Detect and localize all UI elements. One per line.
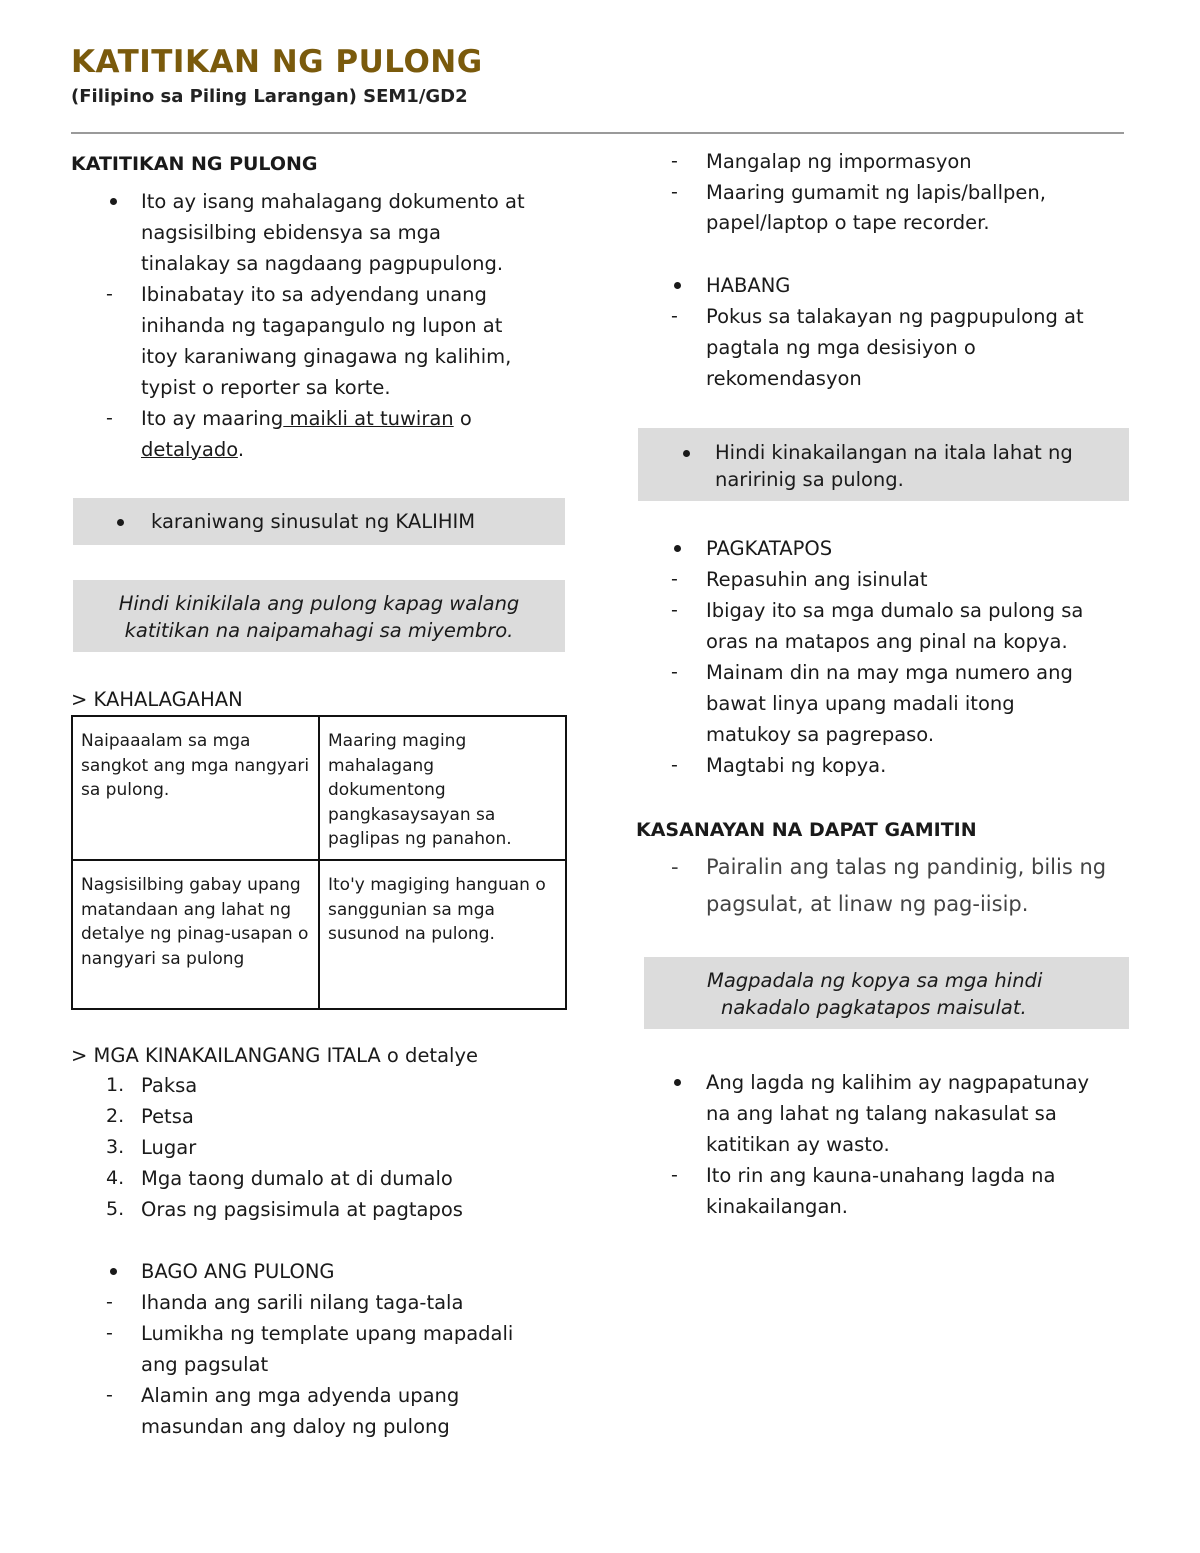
- intro-dash2-mid: o: [453, 407, 472, 430]
- pk-dash1: Repasuhin ang isinulat: [706, 568, 928, 591]
- intro-bullet-line-1: Ito ay isang mahalagang dokumento at: [141, 190, 525, 213]
- pk-dash4: Magtabi ng kopya.: [706, 754, 887, 777]
- header-divider: [71, 132, 1124, 134]
- dash-icon: -: [671, 150, 678, 172]
- bago-dash3-line-1: Alamin ang mga adyenda upang: [141, 1384, 460, 1407]
- left-heading: KATITIKAN NG PULONG: [71, 153, 318, 175]
- list-item: Petsa: [141, 1105, 194, 1128]
- dash-icon: -: [671, 855, 679, 879]
- table-cell: Nagsisilbing gabay upang matandaan ang lahat ng detalye ng pinag-usapan o nangyari sa pulong: [72, 860, 319, 1009]
- habang-box: [638, 428, 1129, 501]
- kasanayan-box: [644, 957, 1129, 1029]
- bullet-icon: [674, 545, 681, 552]
- list-number: 5.: [106, 1198, 125, 1220]
- dash-icon: -: [106, 407, 113, 429]
- intro-dash2-underline-2: detalyado: [141, 438, 238, 461]
- intro-dash1-line-4: typist o reporter sa korte.: [141, 376, 391, 399]
- right-dash-b-line-2: papel/laptop o tape recorder.: [706, 211, 990, 234]
- list-item: Oras ng pagsisimula at pagtapos: [141, 1198, 463, 1221]
- lagda-dash-line-1: Ito rin ang kauna-unahang lagda na: [706, 1164, 1056, 1187]
- intro-dash2-line-1: [141, 403, 472, 434]
- list-item: Lugar: [141, 1136, 197, 1159]
- dash-icon: -: [671, 568, 678, 590]
- habang-box-line-2: naririnig sa pulong.: [715, 468, 904, 491]
- kasanayan-dash-line-2: pagsulat, at linaw ng pag-iisip.: [706, 892, 1029, 916]
- pk-dash2-line-2: oras na matapos ang pinal na kopya.: [706, 630, 1068, 653]
- page-title: KATITIKAN NG PULONG: [71, 44, 483, 80]
- intro-dash2-end: .: [237, 438, 245, 461]
- dash-icon: -: [106, 283, 113, 305]
- note-box-line-2: katitikan na naipamahagi sa miyembro.: [124, 619, 514, 642]
- intro-dash2-line-2: [141, 434, 244, 465]
- itala-heading: > MGA KINAKAILANGANG ITALA o detalye: [71, 1044, 478, 1067]
- lagda-dash-line-2: kinakailangan.: [706, 1195, 848, 1218]
- list-number: 1.: [106, 1074, 125, 1096]
- kahalagahan-heading: > KAHALAGAHAN: [71, 688, 243, 711]
- note-box: [73, 580, 565, 652]
- kalihim-box: [73, 498, 565, 545]
- bullet-icon: [110, 1268, 117, 1275]
- dash-icon: -: [106, 1384, 113, 1406]
- right-dash-b-line-1: Maaring gumamit ng lapis/ballpen,: [706, 181, 1046, 204]
- pk-dash3-line-2: bawat linya upang madali itong: [706, 692, 1015, 715]
- kasanayan-box-line-2: nakadalo pagkatapos maisulat.: [721, 996, 1027, 1019]
- lagda-bullet-line-2: na ang lahat ng talang nakasulat sa: [706, 1102, 1057, 1125]
- intro-dash1-line-2: inihanda ng tagapangulo ng lupon at: [141, 314, 503, 337]
- kasanayan-dash-line-1: Pairalin ang talas ng pandinig, bilis ng: [706, 855, 1107, 879]
- habang-dash-line-3: rekomendasyon: [706, 367, 862, 390]
- list-number: 2.: [106, 1105, 125, 1127]
- habang-dash-line-1: Pokus sa talakayan ng pagpupulong at: [706, 305, 1084, 328]
- table-cell: Maaring maging mahalagang dokumentong pangkasaysayan sa paglipas ng panahon.: [319, 716, 566, 860]
- bago-dash2-line-1: Lumikha ng template upang mapadali: [141, 1322, 514, 1345]
- pagkatapos-heading: PAGKATAPOS: [706, 537, 833, 560]
- list-item: Mga taong dumalo at di dumalo: [141, 1167, 453, 1190]
- bullet-icon: [110, 198, 117, 205]
- dash-icon: -: [671, 754, 678, 776]
- right-dash-a: Mangalap ng impormasyon: [706, 150, 972, 173]
- dash-icon: -: [106, 1322, 113, 1344]
- bullet-icon: [117, 519, 124, 526]
- table-cell: Naipaaalam sa mga sangkot ang mga nangyari sa pulong.: [72, 716, 319, 860]
- dash-icon: -: [671, 181, 678, 203]
- kasanayan-heading: KASANAYAN NA DAPAT GAMITIN: [636, 819, 977, 841]
- kasanayan-box-line-1: Magpadala ng kopya sa mga hindi: [707, 969, 1043, 992]
- habang-dash-line-2: pagtala ng mga desisiyon o: [706, 336, 976, 359]
- note-box-line-1: Hindi kinikilala ang pulong kapag walang: [118, 592, 520, 615]
- list-number: 3.: [106, 1136, 125, 1158]
- habang-box-line-1: Hindi kinakailangan na itala lahat ng: [715, 441, 1073, 464]
- intro-dash2-text: Ito ay maaring: [141, 407, 284, 430]
- dash-icon: -: [671, 599, 678, 621]
- intro-dash1-line-1: Ibinabatay ito sa adyendang unang: [141, 283, 487, 306]
- pk-dash3-line-1: Mainam din na may mga numero ang: [706, 661, 1073, 684]
- bullet-icon: [683, 450, 690, 457]
- kalihim-box-text: karaniwang sinusulat ng KALIHIM: [151, 510, 476, 533]
- bullet-icon: [674, 1079, 681, 1086]
- list-number: 4.: [106, 1167, 125, 1189]
- bago-dash1: Ihanda ang sarili nilang taga-tala: [141, 1291, 464, 1314]
- lagda-bullet-line-3: katitikan ay wasto.: [706, 1133, 890, 1156]
- table-cell: Ito'y magiging hanguan o sanggunian sa mga susunod na pulong.: [319, 860, 566, 1009]
- bago-heading: BAGO ANG PULONG: [141, 1260, 335, 1283]
- page-subtitle: (Filipino sa Piling Larangan) SEM1/GD2: [71, 86, 468, 107]
- kahalagahan-table: [71, 715, 567, 1010]
- habang-heading: HABANG: [706, 274, 791, 297]
- pk-dash3-line-3: matukoy sa pagrepaso.: [706, 723, 935, 746]
- intro-dash2-underline-1: maikli at tuwiran: [283, 407, 454, 430]
- intro-bullet-line-2: nagsisilbing ebidensya sa mga: [141, 221, 441, 244]
- pk-dash2-line-1: Ibigay ito sa mga dumalo sa pulong sa: [706, 599, 1084, 622]
- intro-dash1-line-3: itoy karaniwang ginagawa ng kalihim,: [141, 345, 512, 368]
- bullet-icon: [674, 282, 681, 289]
- bago-dash3-line-2: masundan ang daloy ng pulong: [141, 1415, 450, 1438]
- dash-icon: -: [671, 661, 678, 683]
- dash-icon: -: [671, 1164, 678, 1186]
- dash-icon: -: [106, 1291, 113, 1313]
- intro-bullet-line-3: tinalakay sa nagdaang pagpupulong.: [141, 252, 504, 275]
- dash-icon: -: [671, 305, 678, 327]
- lagda-bullet-line-1: Ang lagda ng kalihim ay nagpapatunay: [706, 1071, 1090, 1094]
- list-item: Paksa: [141, 1074, 198, 1097]
- bago-dash2-line-2: ang pagsulat: [141, 1353, 269, 1376]
